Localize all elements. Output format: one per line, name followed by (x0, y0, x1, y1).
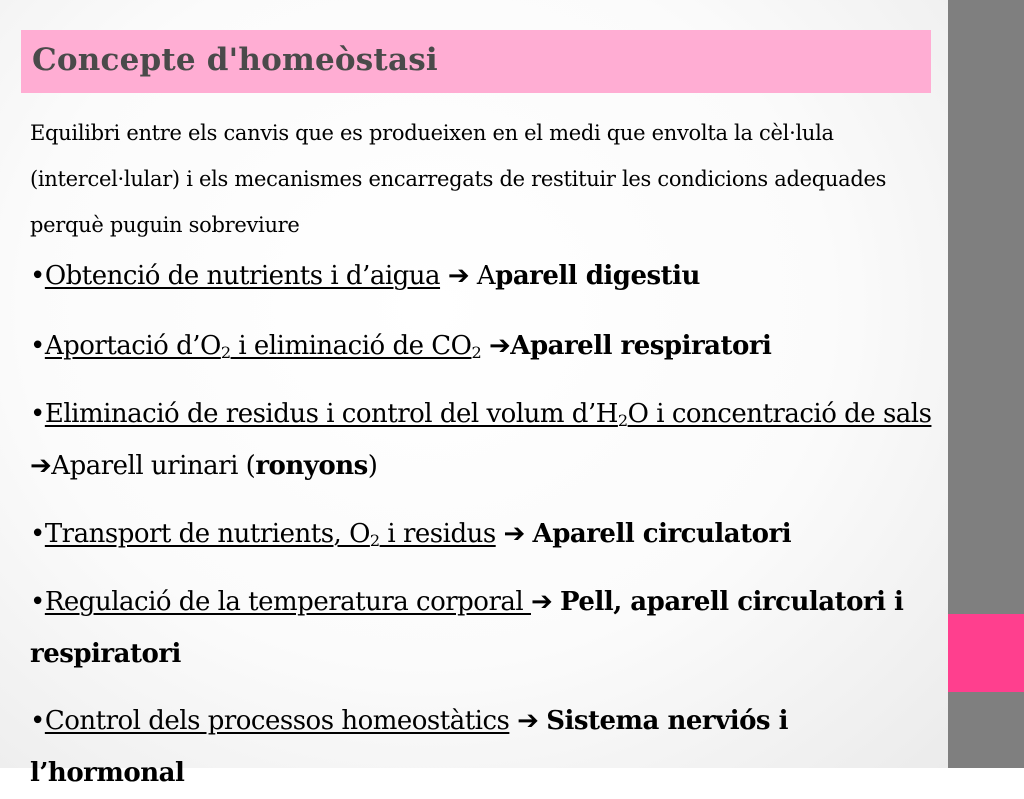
arrow-icon: ➔ (447, 261, 470, 291)
bullet-topic: Aportació $d’O_2$ i eliminació de $CO_2$ (44, 331, 482, 363)
definition-text: Equilibri entre els canvis que es produeixen en el medi que envolta la cèl·lula (intercel·lular) i els mecanismes encarregats de restituir les condicions adequades perquè puguin sobreviure (30, 121, 887, 237)
bullet-marker: • (30, 706, 45, 736)
arrow-icon: ➔ (503, 519, 525, 549)
bullet-marker: • (30, 261, 45, 291)
bullet-topic: Regulació de la temperatura corporal (44, 587, 531, 617)
slide-title: Concepte d'homeòstasi (32, 42, 438, 78)
bullet-topic: Transport de nutrients, $O_2$ i residus (44, 519, 496, 551)
bullet-marker: • (30, 519, 45, 549)
bullet-system: Sistema nerviós i l’hormonal (30, 706, 788, 788)
side-accent-block (948, 614, 1024, 692)
bullet-topic: Obtenció de nutrients i d’aigua (44, 261, 441, 291)
arrow-icon: ➔ (517, 706, 539, 736)
bullet-topic: Eliminació de residus i control del volum $d’H_2O$ i concentració de sals (44, 399, 932, 431)
bullet-topic: Control dels processos homeostàtics (44, 706, 510, 736)
bullet-item-homeostatic-control (30, 695, 935, 799)
bullet-system: Aparell respiratori (510, 331, 772, 361)
bullet-item-respiratory (30, 320, 935, 372)
bullet-system: ronyons (255, 451, 368, 481)
bullet-item-urinary: •Eliminació de residus i control del volum $d’H_2O$ i concentració de sals ➔Aparell urinari (ronyons) (30, 399, 932, 481)
bullet-item-temperature (30, 576, 935, 680)
bullet-marker: • (30, 331, 45, 361)
arrow-icon: ➔ (30, 451, 52, 481)
bullet-system: Pell, aparell circulatori i respiratori (30, 587, 904, 669)
bullet-item-digestive: •Obtenció de nutrients i d’aigua ➔ Aparell digestiu (30, 261, 700, 291)
bullet-marker: • (30, 399, 45, 429)
arrow-icon: ➔ (488, 331, 511, 361)
arrow-icon: ➔ (530, 587, 553, 617)
bullet-system: parell digestiu (495, 261, 700, 291)
bullet-marker: • (30, 587, 45, 617)
bullet-item-circulatory (30, 508, 935, 560)
bullet-system: Aparell circulatori (532, 519, 792, 549)
